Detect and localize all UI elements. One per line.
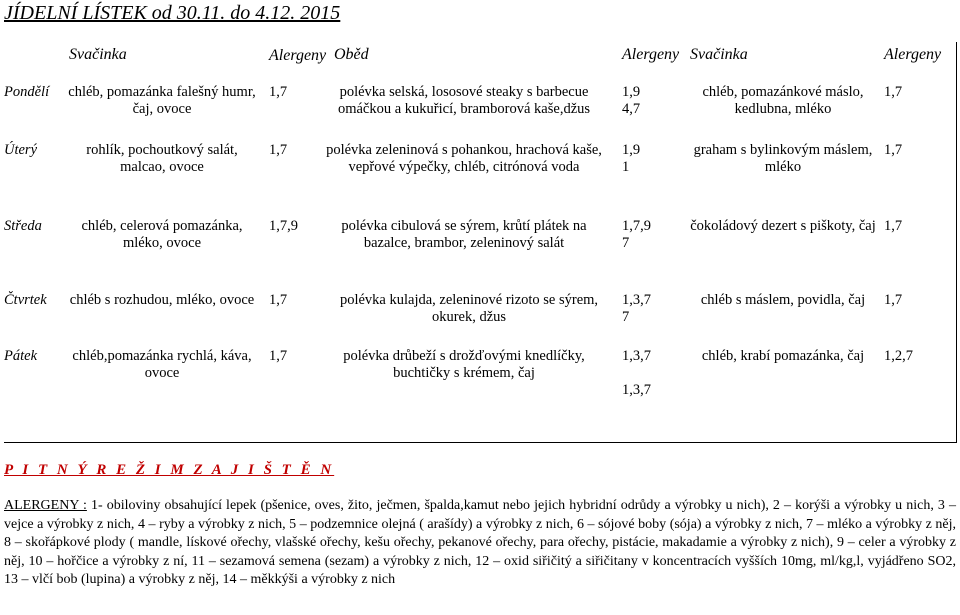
obed-cell: polévka drůbeží s drožďovými knedlíčky, buchtičky s krémem, čaj — [343, 348, 585, 381]
svacina-cell: chléb, pomazánka falešný humr, čaj, ovoce — [68, 84, 256, 117]
day-label: Čtvrtek — [4, 292, 47, 308]
page-title: JÍDELNÍ LÍSTEK od 30.11. do 4.12. 2015 — [4, 2, 341, 24]
menu-table — [4, 42, 957, 443]
alergeny-cell: 1,7 — [884, 292, 903, 308]
day-label: Pátek — [4, 348, 38, 364]
svacina-cell: chléb, krabí pomazánka, čaj — [701, 348, 865, 364]
obed-cell: polévka kulajda, zeleninové rizoto se sýrem, okurek, džus — [339, 292, 599, 325]
header-alergeny-1: Alergeny — [269, 47, 327, 64]
alergeny-cell: 1,7 — [884, 84, 903, 100]
obed-cell: polévka zeleninová s pohankou, hrachová kaše, vepřové výpečky, chléb, citrónová voda — [326, 142, 602, 175]
svacina-cell: chléb,pomazánka rychlá, káva, ovoce — [72, 348, 252, 381]
header-alergeny-3: Alergeny — [884, 46, 942, 63]
alergeny-cell: 1,2,7 — [884, 348, 913, 364]
svacina-cell: chléb, celerová pomazánka, mléko, ovoce — [81, 218, 243, 251]
svacina-cell: chléb, pomazánkové máslo, kedlubna, mléko — [702, 84, 864, 117]
legend-text: 1- obiloviny obsahující lepek (pšenice, oves, žito, ječmen, špalda,kamut nebo jejich hybridní odrůdy a výrobky u nich), 2 – korýši a výrobky u nich, 3 – vejce a výrobky z nich, 4 – ryby a výrobky z nich, 5 – podzemnice olejná ( arašídy) a výrobky z nich, 6 – sójové boby (sója) a výrobky z nich, 7 – mléko a výrobky z něj, 8 – skořápkové plody ( mandle, lískové ořechy, vlašské ořechy, kešu ořechy, pekanové ořechy, para ořechy, pistácie, makadamie a výrobky z nich), 9 – celer a výrobky z něj, 10 – hořčice a výrobky z ní, 11 – sezamová semena (sezam) a výrobky z nich, 12 – oxid siřičitý a siřičitany v koncentracích vyšších 10mg, ml/kg,l, vyjádřeno SO2, 13 – vlčí bob (lupina) a výrobky z něj, 14 – měkkýši a výrobky z nich — [4, 498, 956, 588]
svacina-cell: chléb s rozhudou, mléko, ovoce — [69, 292, 255, 308]
alergeny-cell: 1,7,9 7 — [622, 218, 651, 251]
alergeny-cell: 1,3,7 7 — [622, 292, 651, 325]
header-alergeny-2: Alergeny — [622, 46, 680, 63]
alergeny-cell: 1,7 — [269, 292, 288, 308]
day-label: Středa — [4, 218, 42, 234]
day-label: Pondělí — [4, 84, 50, 100]
allergen-legend — [4, 497, 956, 590]
alergeny-cell: 1,7 — [269, 142, 288, 158]
alergeny-cell: 1,7,9 — [269, 218, 298, 234]
day-label: Úterý — [4, 142, 38, 158]
alergeny-cell: 1,7 — [269, 84, 288, 100]
header-svacina-2: Svačinka — [690, 46, 748, 63]
header-obed: Oběd — [334, 46, 369, 63]
header-svacina-1: Svačinka — [69, 46, 127, 63]
alergeny-cell: 1,9 1 — [622, 142, 641, 175]
pitny-rezim-heading: P I T N Ý R E Ž I M Z A J I Š T Ě N — [4, 462, 335, 478]
svacina-cell: rohlík, pochoutkový salát, malcao, ovoce — [86, 142, 238, 175]
legend-header: ALERGENY : — [4, 498, 87, 513]
alergeny-cell: 1,3,7 1,3,7 — [622, 348, 651, 398]
alergeny-cell: 1,7 — [884, 218, 903, 234]
svacina-cell: graham s bylinkovým máslem, mléko — [693, 142, 873, 175]
obed-cell: polévka selská, lososové steaky s barbecue omáčkou a kukuřicí, bramborová kaše,džus — [337, 84, 591, 117]
alergeny-cell: 1,7 — [269, 348, 288, 364]
alergeny-cell: 1,7 — [884, 142, 903, 158]
svacina-cell: čokoládový dezert s piškoty, čaj — [690, 218, 876, 234]
obed-cell: polévka cibulová se sýrem, krůtí plátek na bazalce, brambor, zeleninový salát — [341, 218, 587, 251]
svacina-cell: chléb s máslem, povidla, čaj — [700, 292, 866, 308]
alergeny-cell: 1,9 4,7 — [622, 84, 641, 117]
